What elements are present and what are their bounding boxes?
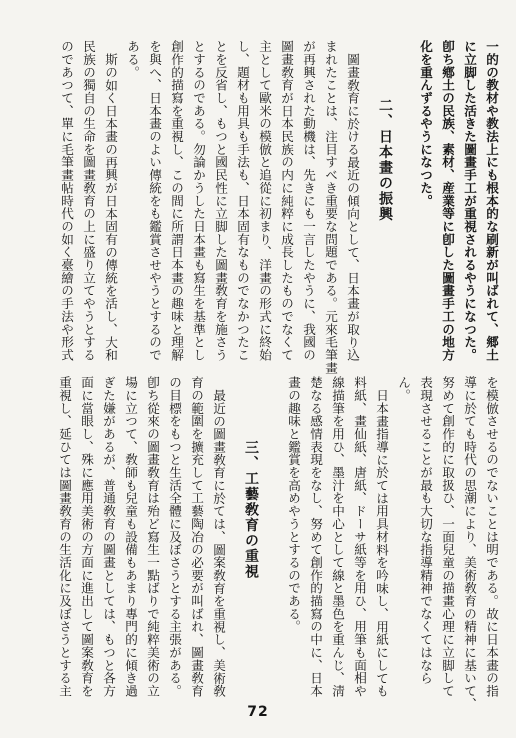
page-number: 72 xyxy=(247,704,269,720)
text-column: が再興された動機は、先きにも一言したやうに、我國の xyxy=(301,40,316,362)
section-nihonga-text xyxy=(55,40,363,374)
text-column: 一的の教材や教法上にも根本的な刷新が叫ばれて、郷土 xyxy=(484,40,499,362)
text-column: 圖畫敎育が日本民族の内に純粹に成長したものでなくて xyxy=(279,40,294,362)
text-column: を模倣させるのでないことは明である。故に日本畫の指 xyxy=(484,376,499,698)
text-column: ある。 xyxy=(125,40,140,79)
text-column: の目標をもつと生活全體に及ぼさうとする主張がある。 xyxy=(167,376,182,698)
text-column: 最近の圖畫敎育に於ては、圖案敎育を重視し、美術敎 xyxy=(211,389,226,698)
text-column: 導に於ても時代の思潮により、美術敎育の精神に基いて、 xyxy=(462,376,477,711)
text-column: 重視し、延ひては圖畫敎育の生活化に及ぼさうとする主 xyxy=(57,376,72,698)
bottom-continuation-text xyxy=(282,376,502,710)
text-column: 楚なる感情表現をなし、努めて創作的描寫の中に、日本 xyxy=(308,376,323,698)
text-column: 畫の趣味と鑑賞を高めやうとするのである。 xyxy=(286,376,301,633)
text-column: 卽ち鄕土の民族、素材、産業等に卽した圖畫手工の地方 xyxy=(440,40,455,362)
text-column: とを反省し、もつと國民性に立脚した圖畫敎育を施さう xyxy=(213,40,228,362)
text-column: のであつて、單に毛筆畫帖時代の如く臺繪の手法や形式 xyxy=(59,40,74,362)
text-column: 日本畫指導に於ては用具材料を吟味し、用紙にしても xyxy=(374,389,389,698)
section-heading-nihonga: 二、日本畫の振興 xyxy=(377,98,393,222)
text-column: 料紙、畫仙紙、唐紙、ドーサ紙等を用ひ、用筆も面相や xyxy=(352,376,367,698)
section-heading-kogei: 三、工藝敎育の重視 xyxy=(243,440,259,580)
section-kogei-text xyxy=(53,376,229,697)
text-column: 場に立つて、敎師も兒童も設備もあまり專門的に傾き過 xyxy=(123,376,138,698)
text-column: 育の範圍を擴充して工藝陶冶の必要が叫ばれ、圖畫敎育 xyxy=(189,376,204,698)
top-intro-text xyxy=(414,40,502,361)
text-column: 圖畫敎育に於ける最近の傾向として、日本畫が取り込 xyxy=(345,53,360,362)
text-column: とするのである。勿論かうした日本畫も寫生を基準とし xyxy=(191,40,206,362)
text-column: 化を重んずるやうになつた。 xyxy=(418,40,433,208)
text-column: に立脚した活きた圖畫手工が重視されるやうになつた。 xyxy=(462,40,477,362)
text-column: 創作的描寫を重視し、この間に所謂日本畫の趣味と理解 xyxy=(169,40,184,362)
text-column: 線描筆を用ひ、墨汁を中心として線と墨色を重んじ、淸 xyxy=(330,376,345,698)
text-column: まれたことは、注目すべき重要な問題である。元來毛筆畫 xyxy=(323,40,338,375)
text-column: ぎた嫌があるが、普通敎育の圖畫としては、もつと各方 xyxy=(101,376,116,698)
text-column: 主として歐米の模倣と追從に初まり、洋畫の形式に終始 xyxy=(257,40,272,362)
text-column: 卽ち從來の圖畫敎育は殆ど寫生一點ばりで純粹美術の立 xyxy=(145,376,160,698)
text-column: を與へ、日本畫のよい傳統をも鑑賞させやうとするので xyxy=(147,40,162,362)
text-column: 民族の獨自の生命を圖畫敎育の上に盛り立てやうとする xyxy=(81,40,96,362)
text-column: 面に當眼し、殊に應用美術の方面に進出して圖案敎育を xyxy=(79,376,94,698)
text-column: し、題材も用具も手法も、日本固有なものでなかつたこ xyxy=(235,40,250,362)
text-column: ん。 xyxy=(396,376,411,402)
text-column: 努めて創作的に取扱ひ、一面兒童の描畫心理に立脚して xyxy=(440,376,455,698)
text-column: 斯の如く日本畫の再興が日本固有の傳統を活し、大和 xyxy=(103,53,118,362)
text-column: 表現させることが最も大切な指導精神でなくてはなら xyxy=(418,376,433,685)
